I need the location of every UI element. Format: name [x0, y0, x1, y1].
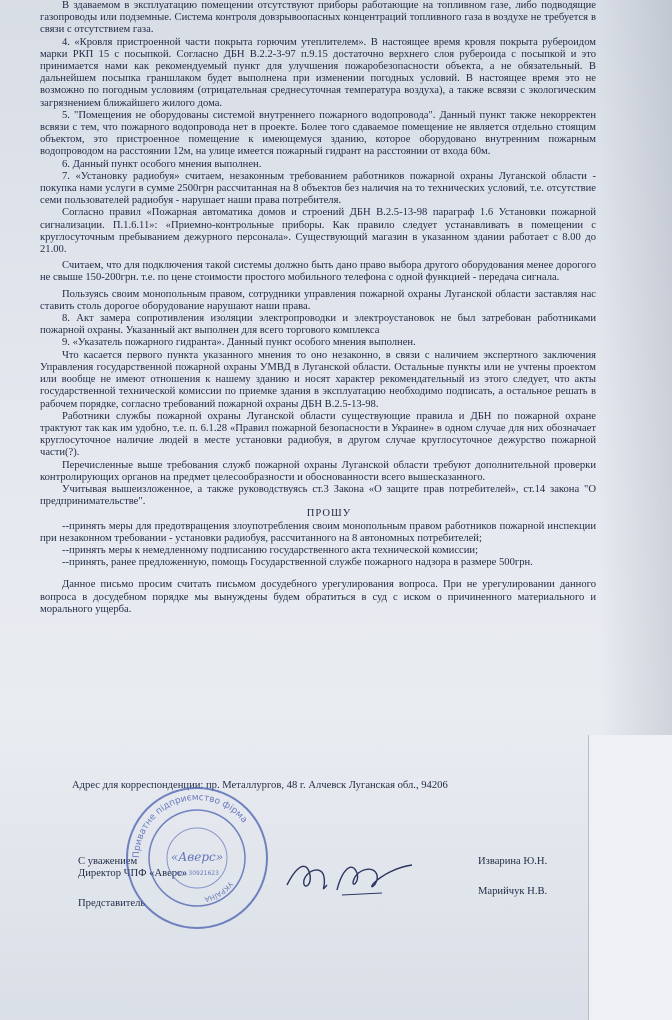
- paragraph-requirements: Перечисленные выше требования служб пожарной охраны Луганской области требуют дополнительной проверки контролирующих органов на предмет целесообразности и обоснованности всего вышесказанного.: [40, 459, 596, 483]
- paragraph-dbn-rules: Согласно правил «Пожарная автоматика домов и строений ДБН В.2.5-13-98 параграф 1.6 Установки пожарной сигнализации. П.1.6.11»: «Приемно-контрольные приборы. Как правило следует устанавливать в помещении с круглосуточным пребыванием дежурного персонала». Существующий магазин в указанном здании работает с 8.00 до 21.00.: [40, 207, 596, 256]
- paragraph-item-4: 4. «Кровля пристроенной части покрыта горючим утеплителем». В настоящее время кровля покрыта рубероидом марки РКП 15 с посыпкой. Согласно ДБН В.2.2-3-97 п.9.15 достаточно верхнего слоя рубероида с посыпкой и это принимается нами как рекомендуемый пункт для улучшения пожаробезопасности объекта, а не обязательный. В дальнейшем посыпка граншлаком будет выполнена при изменении погодных условий. В настоящее время это не возможно по погодным условиям (отрицательная среднесуточная температура воздуха), а также всвязи с экологическим загрязнением ближайшего жилого дома.: [40, 36, 596, 109]
- paragraph-choice: Считаем, что для подключения такой системы должно быть дано право выбора другого оборудования менее дорогого не свыше 150-200грн. т.е. по цене стоимости простого мобильного телефона с одной функцией - передача сигнала.: [40, 260, 596, 284]
- stamp-top-text: УКРАЇНА: [203, 880, 235, 904]
- paragraph-item-7: 7. «Установку радиобуя» считаем, незаконным требованием работников пожарной охраны Луганской области - покупка нами услуги в сумме 2500грн рассчитанная на 8 объектов без наличия на то технических условий, т.е. отсутствие семи пользователей радиобуя - нарушает наши права потребителя.: [40, 170, 596, 207]
- svg-text:УКРАЇНА: [203, 880, 234, 903]
- stamp-outer-text: Приватне підприємство фірма: [131, 792, 249, 859]
- paragraph-item-9: 9. «Указатель пожарного гидранта». Данный пункт особого мнения выполнен.: [62, 337, 416, 349]
- request-item: --принять меры для предотвращения злоупотребления своим монопольным правом работников пожарной инспекции при незаконном требовании - установки радиобуя, рассчитанного на 8 автономных потребителей;: [40, 520, 596, 544]
- stamp-code-text: код 30921623: [175, 870, 219, 877]
- representative-label: Представитель: [78, 898, 146, 909]
- handwritten-signature: [282, 845, 432, 905]
- signatory-name-1: Изварина Ю.Н.: [478, 856, 548, 867]
- paragraph-considering: Учитывая вышеизложенное, а также руководствуясь ст.3 Закона «О защите прав потребителей», ст.14 закона "О предпринимательстве".: [40, 483, 596, 508]
- correspondence-address: Адрес для корреспонденции: пр. Металлургов, 48 г. Алчевск Луганская обл., 94206: [72, 780, 448, 791]
- page-fold: [588, 735, 672, 1020]
- paragraph-item-8: 8. Акт замера сопротивления изоляции электропроводки и электроустановок не был затребован работниками пожарной охраны. Указанный акт выполнен для всего торгового комплекса: [40, 313, 596, 337]
- request-heading: ПРОШУ: [306, 508, 352, 520]
- closing-paragraph: Данное письмо просим считать письмом досудебного урегулирования вопроса. При не урегулировании данного вопроса в досудебном порядке мы вынуждены будем обратиться в суд с иском о причиненного материального и морального ущерба.: [40, 579, 596, 615]
- request-item: --принять, ранее предложенную, помощь Государственной службе пожарного надзора в размере 500грн.: [62, 557, 533, 569]
- paragraph-first-point: Что касается первого пункта указанного мнения то оно незаконно, в связи с наличием экспертного заключения Управления государственной пожарной охраны УМВД в Луганской области. Остальные пункты или не учтены проектом или вообще не имеют отношения к нашему зданию и носят характер рекомендательный из этого следует, что акты государственной технической комиссии по приемке здания в эксплуатацию необходимо подписать, а остальное решать в рабочем порядке, согласно требований пожарной охраны ДБН В.2.5-13-98.: [40, 349, 596, 410]
- paragraph-item-5: 5. "Помещения не оборудованы системой внутреннего пожарного водопровода". Данный пункт также некорректен всвязи с тем, что пожарного водопровода нет в проекте. Более того сдаваемое помещение не является отдельно стоящим объектом, это пристроенное помещение к имеющемуся зданию, которое оборудовано внутренним пожарным водопроводом на расстоянии 12м, на улице имеется пожарный гидрант на расстоянии от входа 60м.: [40, 109, 596, 158]
- stamp-center-text: «Аверс»: [170, 850, 224, 864]
- paragraph-gas: В здаваемом в эксплуатацию помещении отсутствуют приборы работающие на топливном газе, либо подводящие газопроводы или подземные. Система контроля довзрывоопасных концентраций топливного газа в воздухе не требуется в связи с отсутствием газа.: [40, 0, 596, 36]
- paragraph-item-6: 6. Данный пункт особого мнения выполнен.: [62, 158, 262, 170]
- signatory-name-2: Марийчук Н.В.: [478, 886, 548, 897]
- company-stamp: [122, 783, 272, 933]
- paragraph-monopoly: Пользуясь своим монопольным правом, сотрудники управления пожарной охраны Луганской области заставляя нас ставить столь дорогое оборудование нарушают наши права.: [40, 288, 596, 312]
- request-item: --принять меры к немедленному подписанию государственного акта технической комиссии;: [62, 544, 479, 556]
- director-label: Директор ЧПФ «Аверс»: [78, 868, 188, 879]
- letter-body: [40, 0, 596, 616]
- paragraph-workers: Работники службы пожарной охраны Луганской области существующие правила и ДБН по пожарной охране трактуют так как им удобно, т.е. п. 6.1.28 «Правил пожарной безопасности в Украине» в одном случае для них обозначает круглосуточное наличие людей в месте установки радиобуя, в другом случае круглосуточное дежурство пожарной части(?).: [40, 410, 596, 459]
- regards-label: С уважением: [78, 856, 138, 867]
